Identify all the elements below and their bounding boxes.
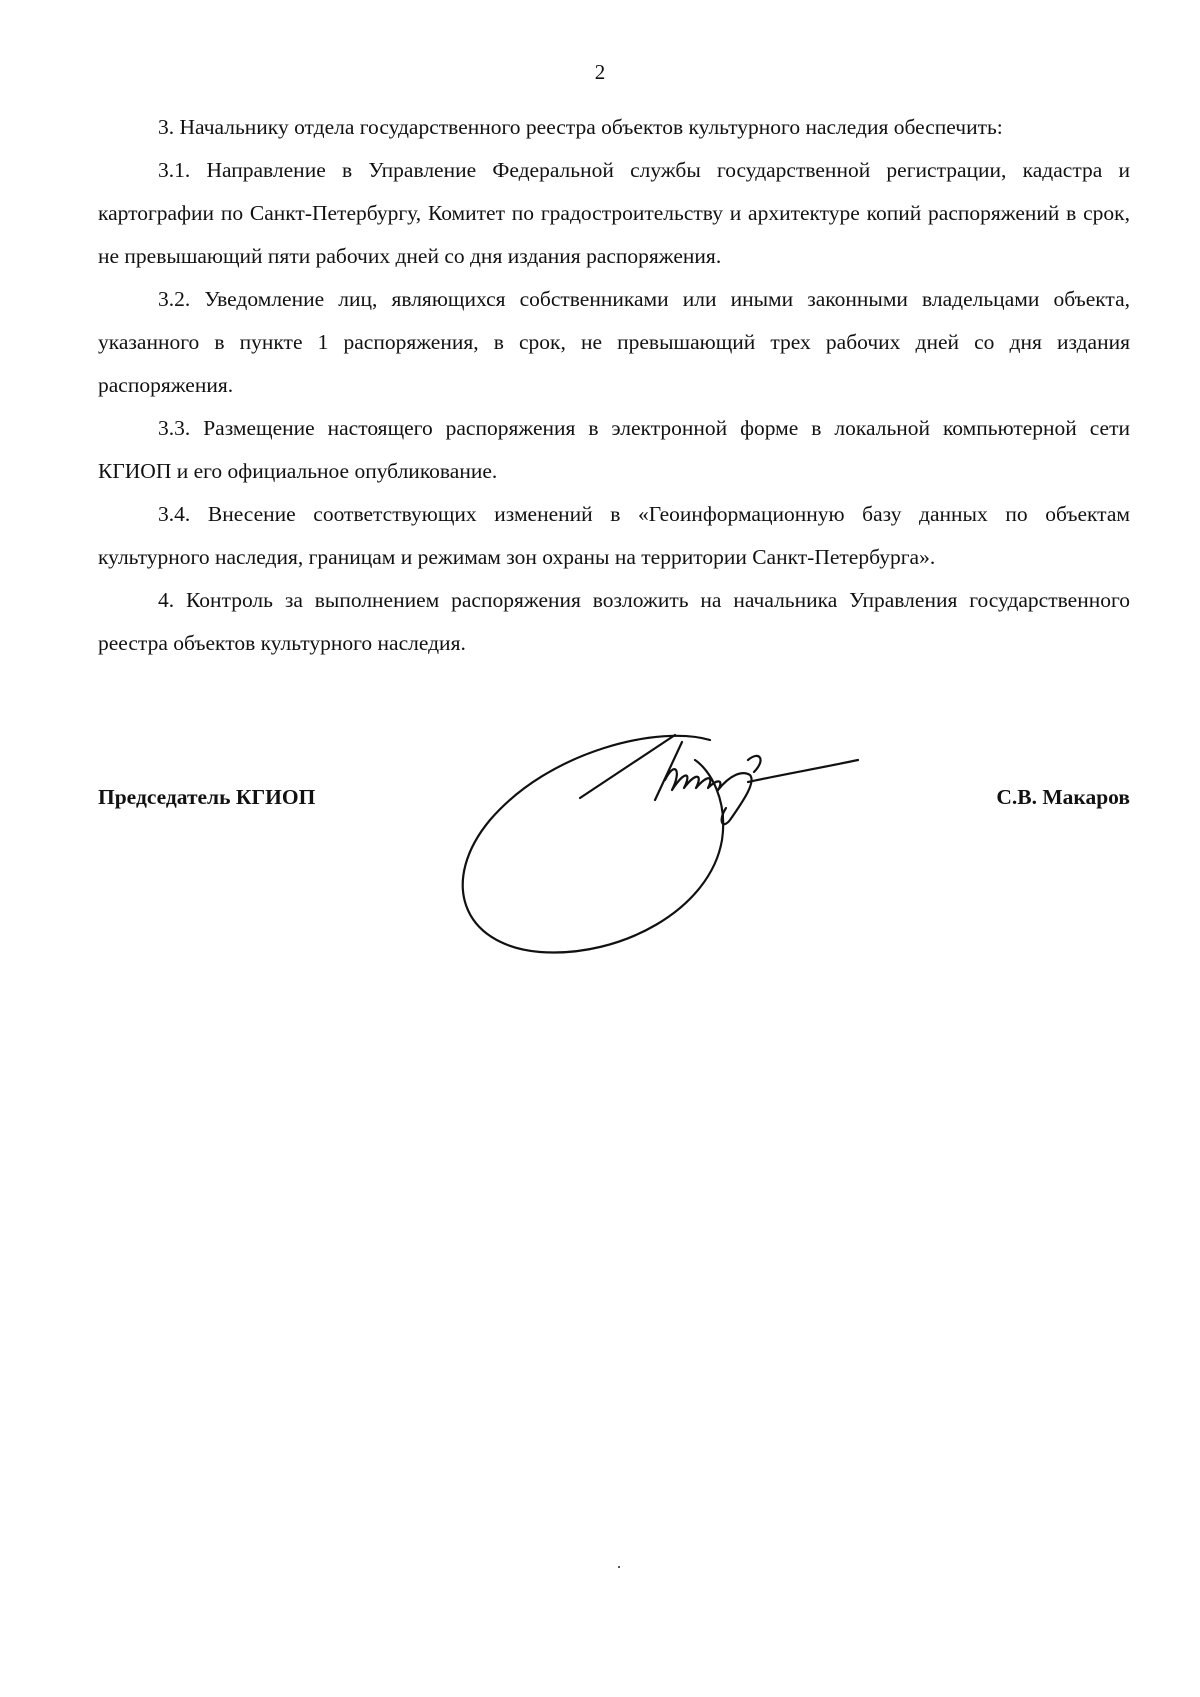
handwritten-signature [460, 730, 900, 960]
paragraph-3-1: 3.1. Направление в Управление Федеральной службы государственной регистрации, кадастра и картографии по Санкт-Петербургу, Комитет по градостроительству и архитектуре копий распоряжений в срок, не превышающий пяти рабочих дней со дня издания распоряжения. [98, 158, 1130, 268]
signer-title: Председатель КГИОП [98, 785, 316, 809]
document-body [98, 106, 1130, 665]
page-number: 2 [594, 60, 606, 84]
paragraph-4: 4. Контроль за выполнением распоряжения возложить на начальника Управления государственного реестра объектов культурного наследия. [98, 588, 1130, 655]
scan-speck [618, 1566, 620, 1568]
paragraph-3-3: 3.3. Размещение настоящего распоряжения в электронной форме в локальной компьютерной сети КГИОП и его официальное опубликование. [98, 416, 1130, 483]
paragraph-3-4: 3.4. Внесение соответствующих изменений в «Геоинформационную базу данных по объектам культурного наследия, границам и режимам зон охраны на территории Санкт-Петербурга». [98, 502, 1130, 569]
signer-name: С.В. Макаров [996, 785, 1130, 809]
paragraph-3: 3. Начальнику отдела государственного реестра объектов культурного наследия обеспечить: [158, 115, 1003, 139]
paragraph-3-2: 3.2. Уведомление лиц, являющихся собственниками или иными законными владельцами объекта, указанного в пункте 1 распоряжения, в срок, не превышающий трех рабочих дней со дня издания распоряжения. [98, 287, 1130, 397]
